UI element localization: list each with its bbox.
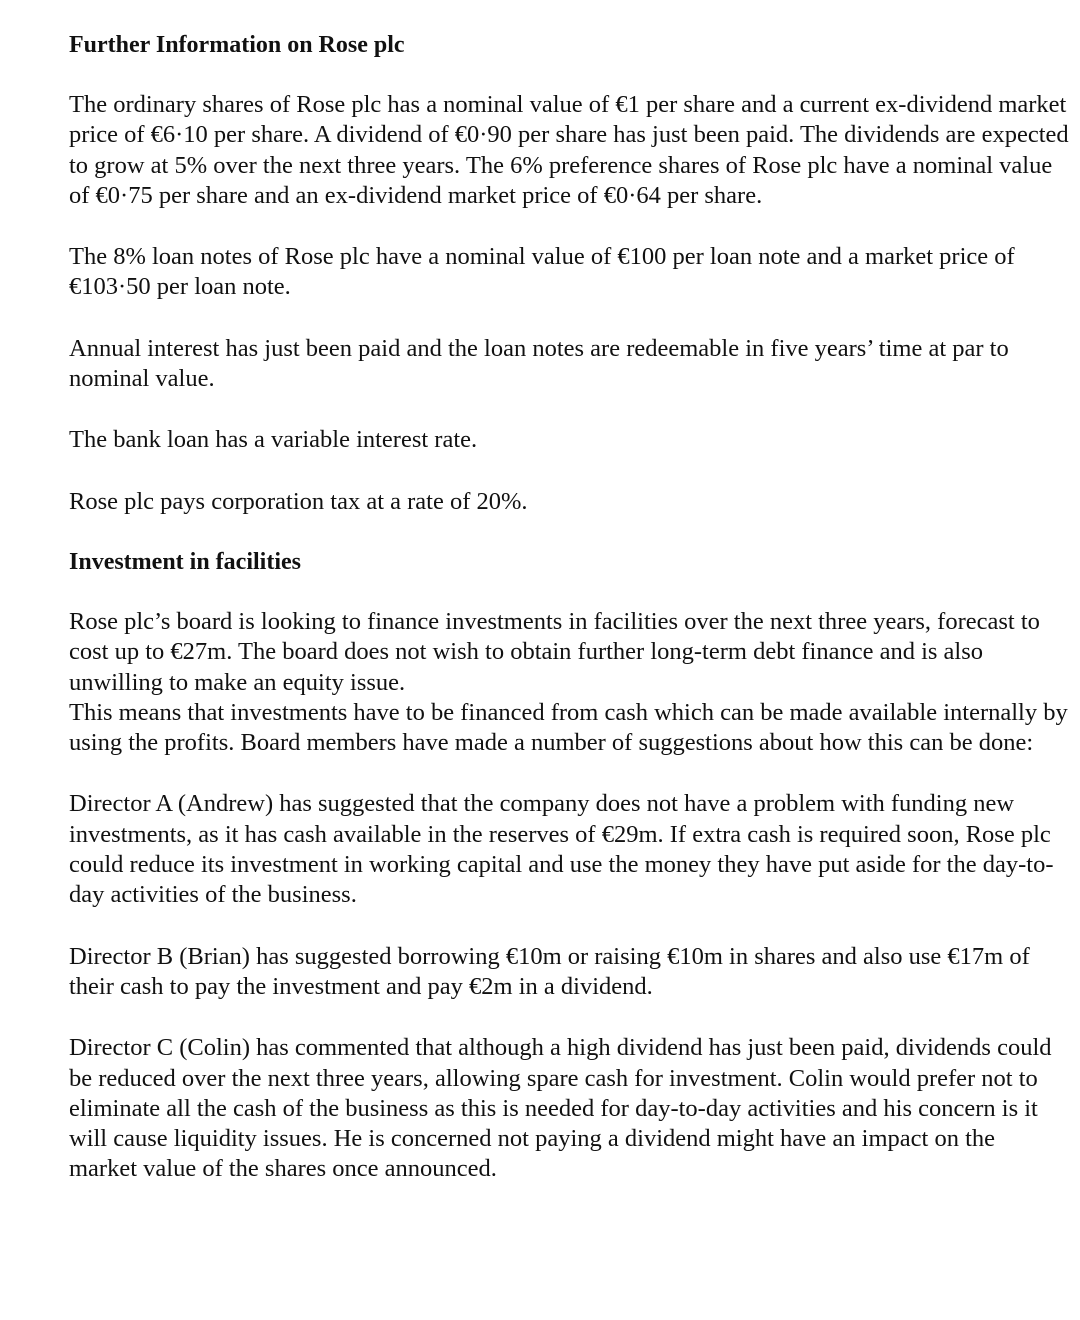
paragraph-bank-loan: The bank loan has a variable interest rate.: [69, 426, 478, 454]
paragraph-corporation-tax: Rose plc pays corporation tax at a rate of 20%.: [69, 487, 528, 515]
paragraph-director-a: Director A (Andrew) has suggested that the company does not have a problem with funding new investments, as it has cash available in the reserves of €29m. If extra cash is required soon, Rose plc could reduce its investment in working capital and use the money they have put aside for the day-to-day activities of the business.: [69, 790, 1054, 909]
paragraph-annual-interest: Annual interest has just been paid and the loan notes are redeemable in five years’ time at par to nominal value.: [69, 334, 1009, 393]
paragraph-internal-cash: This means that investments have to be financed from cash which can be made available internally by using the profits. Board members have made a number of suggestions about how this can be done:: [69, 698, 1068, 757]
paragraph-ordinary-shares: The ordinary shares of Rose plc has a nominal value of €1 per share and a current ex-dividend market price of €6·10 per share. A dividend of €0·90 per share has just been paid. The dividends are expected to grow at 5% over the next three years. The 6% preference shares of Rose plc have a nominal value of €0·75 per share and an ex-dividend market price of €0·64 per share.: [69, 91, 1069, 209]
paragraph-director-b: Director B (Brian) has suggested borrowing €10m or raising €10m in shares and also use €17m of their cash to pay the investment and pay €2m in a dividend.: [69, 942, 1030, 1000]
document-page: [69, 30, 1069, 1185]
section-heading-investment: Investment in facilities: [69, 548, 301, 575]
paragraph-director-c: Director C (Colin) has commented that although a high dividend has just been paid, dividends could be reduced over the next three years, allowing spare cash for investment. Colin would prefer not to eliminate all the cash of the business as this is needed for day-to-day activities and his concern is it will cause liquidity issues. He is concerned not paying a dividend might have an impact on the market value of the shares once announced.: [69, 1034, 1052, 1183]
section-heading-further-information: Further Information on Rose plc: [69, 32, 405, 58]
paragraph-loan-notes: The 8% loan notes of Rose plc have a nominal value of €100 per loan note and a market price of €103·50 per loan note.: [69, 243, 1015, 301]
paragraph-board-finance: Rose plc’s board is looking to finance investments in facilities over the next three years, forecast to cost up to €27m. The board does not wish to obtain further long-term debt finance and is also unwilling to make an equity issue.: [69, 607, 1040, 696]
